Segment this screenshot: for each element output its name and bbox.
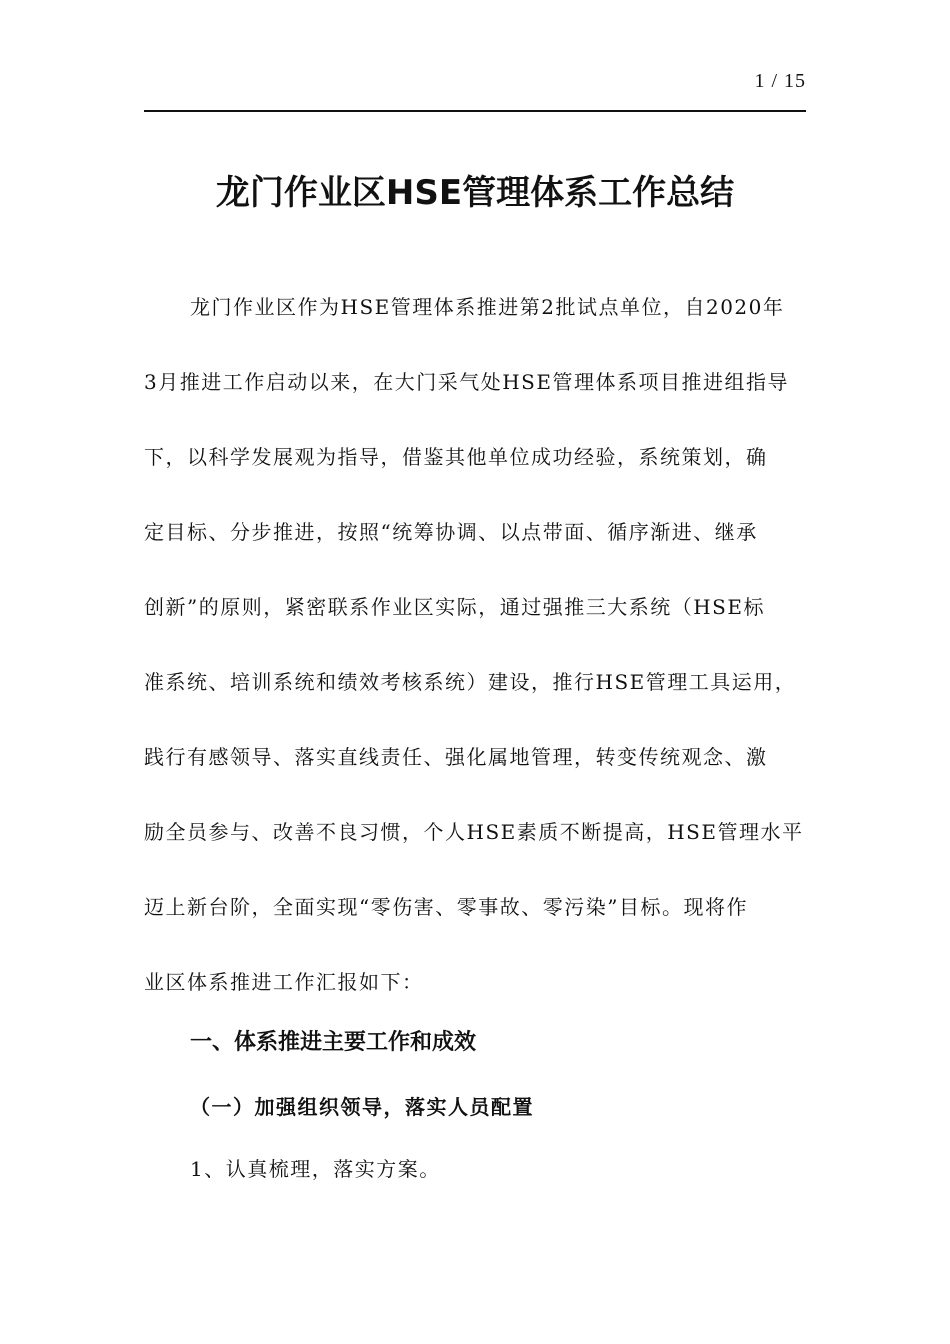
paragraph-line: 下，以科学发展观为指导，借鉴其他单位成功经验，系统策划，确 [144,445,768,469]
list-item: 1、认真梳理，落实方案。 [190,1157,441,1181]
paragraph-line: 迈上新台阶，全面实现“零伤害、零事故、零污染”目标。现将作 [144,895,748,919]
paragraph-line: 践行有感领导、落实直线责任、强化属地管理，转变传统观念、激 [144,745,768,769]
paragraph-line: 励全员参与、改善不良习惯，个人HSE素质不断提高，HSE管理水平 [144,820,804,844]
subsection-heading: （一）加强组织领导，落实人员配置 [190,1095,534,1119]
paragraph-line: 业区体系推进工作汇报如下： [144,970,424,994]
paragraph-line: 龙门作业区作为HSE管理体系推进第2批试点单位，自2020年 [190,295,785,319]
paragraph-line: 3月推进工作启动以来，在大门采气处HSE管理体系项目推进组指导 [144,370,789,394]
section-heading: 一、体系推进主要工作和成效 [190,1030,477,1055]
header-divider [144,110,806,112]
page-number: 1 / 15 [754,70,806,92]
paragraph-line: 准系统、培训系统和绩效考核系统）建设，推行HSE管理工具运用， [144,670,797,694]
paragraph-line: 创新”的原则，紧密联系作业区实际，通过强推三大系统（HSE标 [144,595,765,619]
paragraph-line: 定目标、分步推进，按照“统筹协调、以点带面、循序渐进、继承 [144,520,758,544]
document-title: 龙门作业区HSE管理体系工作总结 [215,173,735,213]
